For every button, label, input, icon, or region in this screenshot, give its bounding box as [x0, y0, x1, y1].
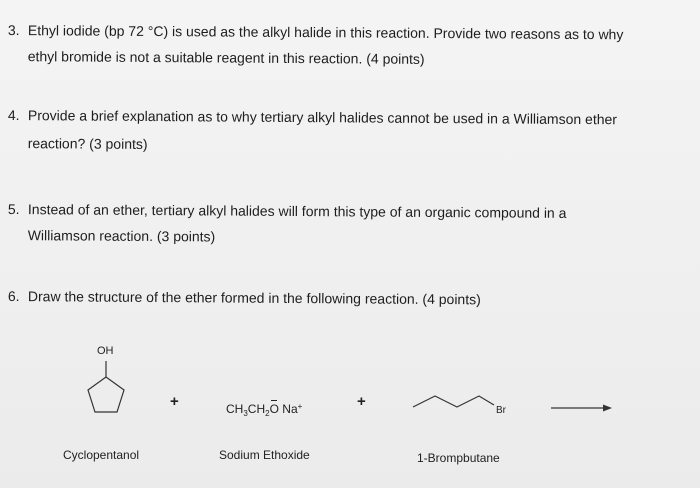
question-text-line-2: Williamson reaction. (3 points) [27, 227, 216, 245]
question-number: 3. [7, 21, 20, 39]
sodium-ethoxide-label: Sodium Ethoxide [219, 448, 310, 462]
question-text-line-1: Ethyl iodide (bp 72 °C) is used as the alkyl halide in this reaction. Provide two reasons as to why [27, 22, 624, 43]
plus-sign-1: + [170, 393, 179, 410]
cyclopentanol-label: Cyclopentanol [63, 448, 140, 462]
question-number: 6. [7, 287, 20, 305]
bromobutane-structure [410, 392, 500, 414]
question-number: 4. [7, 106, 20, 124]
bromine-atom-label: Br [496, 405, 506, 416]
question-text-line-1: Provide a brief explanation as to why tertiary alkyl halides cannot be used in a Williamson ether [27, 107, 618, 128]
question-number: 5. [7, 200, 20, 218]
question-text-line-1: Instead of an ether, tertiary alkyl halides will form this type of an organic compound in a [27, 201, 567, 221]
question-text-line-1: Draw the structure of the ether formed in the following reaction. (4 points) [27, 288, 481, 308]
bromobutane-label: 1-Brompbutane [417, 451, 500, 465]
reaction-arrow-icon [550, 401, 614, 415]
hydroxyl-group-label: OH [97, 345, 114, 357]
question-text-line-2: ethyl bromide is not a suitable reagent in this reaction. (4 points) [27, 48, 425, 67]
plus-sign-2: + [357, 393, 366, 410]
cyclopentanol-structure [80, 355, 136, 425]
sodium-ethoxide-formula: $CH_3CH_2O$ Na+ [226, 402, 303, 418]
question-text-line-2: reaction? (3 points) [27, 135, 148, 152]
